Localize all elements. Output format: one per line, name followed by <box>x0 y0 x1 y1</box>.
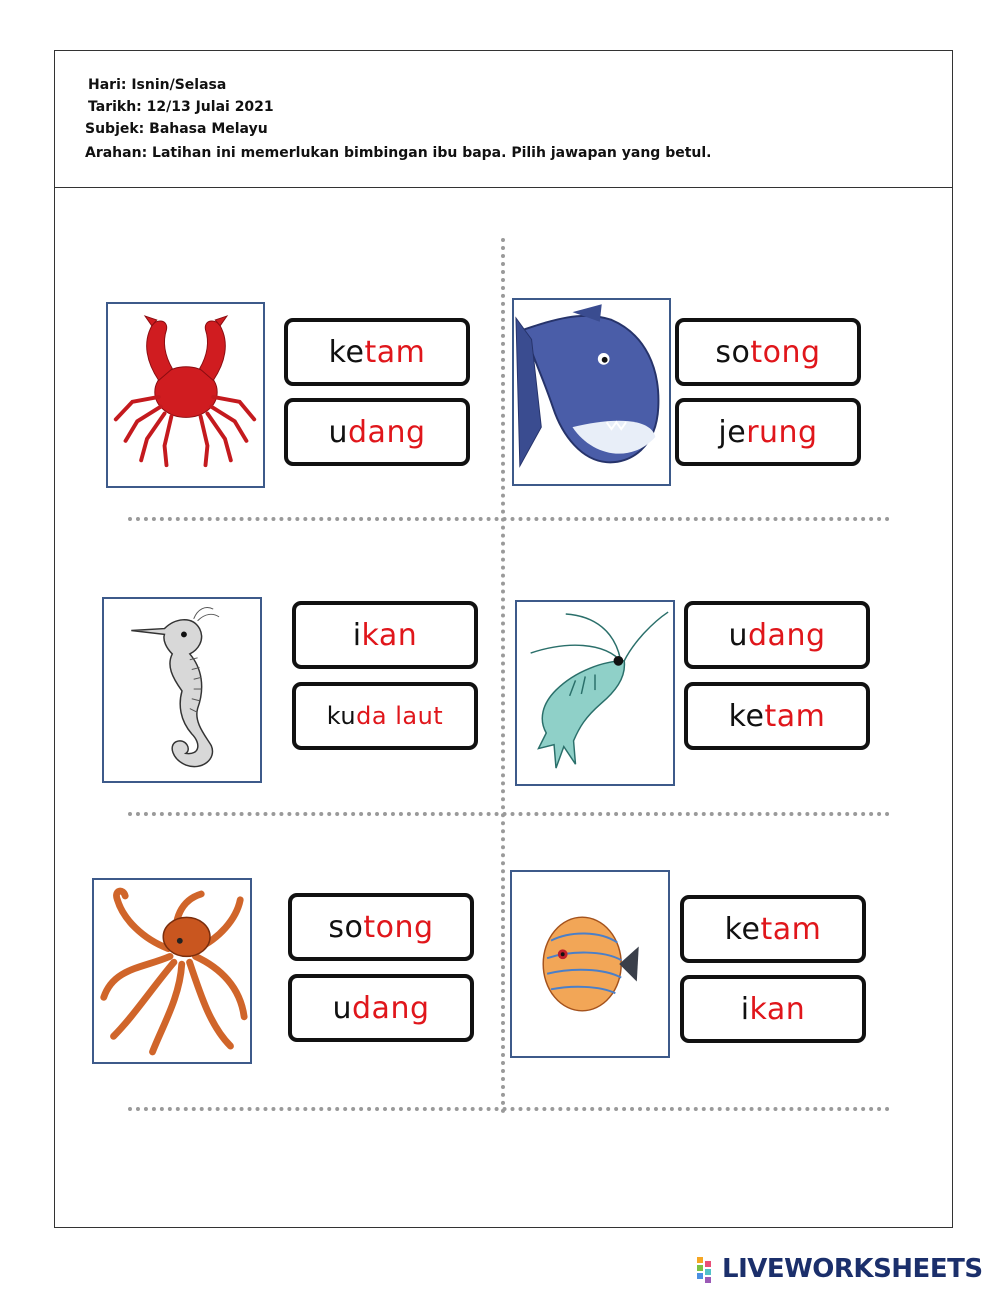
seahorse-icon <box>104 599 260 781</box>
question-6-picture <box>510 870 670 1058</box>
day-line: Hari: Isnin/Selasa <box>88 77 227 93</box>
worksheet-header <box>55 51 952 188</box>
liveworksheets-brand: LIVEWORKSHEETS <box>722 1254 983 1284</box>
octopus-icon <box>94 880 250 1062</box>
liveworksheets-mark-icon <box>697 1255 719 1283</box>
q3-option-2[interactable]: ku da laut <box>292 682 478 750</box>
row-divider-2 <box>128 812 890 816</box>
q4-option-1[interactable]: u dang <box>684 601 870 669</box>
row-divider-3 <box>128 1107 890 1111</box>
q3-option-1[interactable]: i kan <box>292 601 478 669</box>
vertical-divider <box>501 238 505 1114</box>
shrimp-icon <box>517 602 673 784</box>
question-5-picture <box>92 878 252 1064</box>
q6-option-2[interactable]: i kan <box>680 975 866 1043</box>
q5-option-1[interactable]: so tong <box>288 893 474 961</box>
q4-option-2[interactable]: ke tam <box>684 682 870 750</box>
q5-option-2[interactable]: u dang <box>288 974 474 1042</box>
discus-fish-icon <box>512 872 668 1056</box>
q1-option-1[interactable]: ke tam <box>284 318 470 386</box>
liveworksheets-logo[interactable] <box>697 1254 983 1284</box>
q2-option-1[interactable]: so tong <box>675 318 861 386</box>
question-4-picture <box>515 600 675 786</box>
q2-option-2[interactable]: je rung <box>675 398 861 466</box>
crab-icon <box>108 304 263 486</box>
shark-icon <box>514 300 669 484</box>
q1-option-2[interactable]: u dang <box>284 398 470 466</box>
date-line: Tarikh: 12/13 Julai 2021 <box>88 99 274 115</box>
question-1-picture <box>106 302 265 488</box>
instruction-line: Arahan: Latihan ini memerlukan bimbingan ibu bapa. Pilih jawapan yang betul. <box>85 145 712 161</box>
subject-line: Subjek: Bahasa Melayu <box>85 121 268 137</box>
row-divider-1 <box>128 517 890 521</box>
question-2-picture <box>512 298 671 486</box>
question-3-picture <box>102 597 262 783</box>
q6-option-1[interactable]: ke tam <box>680 895 866 963</box>
